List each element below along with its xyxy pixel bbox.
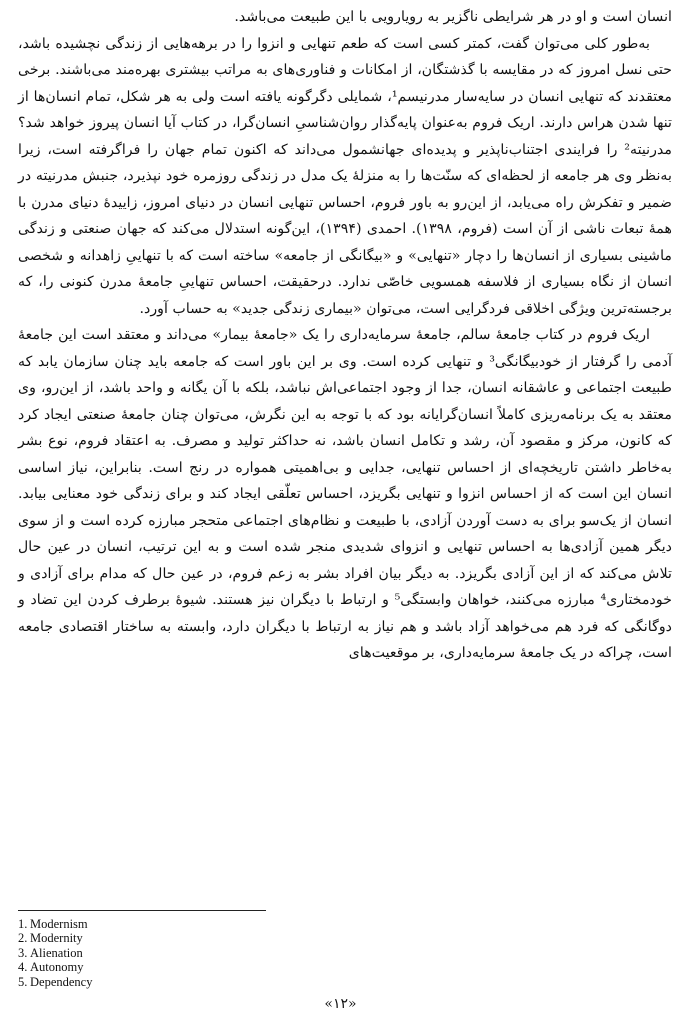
paragraph-1: انسان است و او در هر شرایطی ناگزیر به رویارویی با این طبیعت می‌باشد. <box>234 9 672 25</box>
footnote-5 <box>18 975 418 989</box>
footnote-2 <box>18 931 418 945</box>
paragraph-3: اریک فروم در کتاب جامعهٔ سالم، جامعهٔ سرمایه‌داری را یک «جامعهٔ بیمار» می‌داند و معتقد است این جامعهٔ آدمی را گرفتار از خودبیگانگی³ و تنهایی کرده است. وی بر این باور است که جامعه باید چنان سازمان یابد که طبیعت اجتماعی و عاشقانه انسان، جدا از وجود اجتماعی‌اش نباشد، بلکه با آن یگانه و واحد باشد، از این‌رو، وی معتقد به یک برنامه‌ریزی کاملاً انسان‌گرایانه بود که با توجه به این نگرش، می‌توان چنان جامعهٔ صنعتی ایجاد کرد که کانون، مرکز و مقصود آن، رشد و تکامل انسان باشد، نه حداکثر تولید و مصرف. به اعتقاد فروم، نوع بشر به‌خاطر داشتن تاریخچه‌ای از احساس تنهایی، جدایی و بی‌اهمیتی همواره در رنج است. بنابراین، نیاز اساسی انسان این است که از احساس انزوا و تنهایی بگریزد، احساس تعلّقی ایجاد کند و برای زندگی خود معنایی بیابد. انسان از یک‌سو برای به دست آوردن آزادی، با طبیعت و نظام‌های اجتماعی متحجر مبارزه کرده است و از سوی دیگر همین آزادی‌ها به احساس تنهایی و انزوای شدیدی منجر شده است و به این ترتیب، انسان در عین حال تلاش می‌کند که از این آزادی بگریزد. به دیگر بیان افراد بشر به زعم فروم، در عین حال که مدام برای آزادی و خودمختاری⁴ مبارزه می‌کنند، خواهان وابستگی⁵ و ارتباط با دیگران نیز هستند. شیوهٔ برطرف کردن این تضاد و دوگانگی که فرد هم می‌خواهد آزاد باشد و هم نیاز به ارتباط با دیگران دارد، وابسته به ساختار اقتصادی جامعه است، چراکه در یک جامعهٔ سرمایه‌داری، بر موقعیت‌های <box>18 327 672 661</box>
footnote-text: Alienation <box>30 945 83 960</box>
body-text <box>18 4 672 667</box>
footnote-3 <box>18 946 418 960</box>
footnote-text: Autonomy <box>30 960 84 975</box>
footnote-number: 5. <box>18 974 28 989</box>
footnote-number: 2. <box>18 931 28 946</box>
footnote-divider <box>18 910 266 911</box>
footnote-text: Modernism <box>30 917 88 931</box>
footnote-number: 1. <box>18 917 28 931</box>
page-number: «۱۲» <box>324 996 357 1012</box>
footnote-4 <box>18 960 418 974</box>
footnote-number: 4. <box>18 960 28 975</box>
footnote-number: 3. <box>18 945 28 960</box>
footnote-1 <box>18 917 418 931</box>
footnote-text: Modernity <box>30 931 83 946</box>
paragraph-2: به‌طور کلی می‌توان گفت، کمتر کسی است که طعم تنهایی و انزوا را در برهه‌هایی از زندگی نچشیده باشد، حتی نسل امروز که در مقایسه با گذشتگان، از امکانات و فناوری‌های به مراتب بیشتری بهره‌مند می‌باشند. برخی معتقدند که تنهایی انسان در سایه‌سار مدرنیسم¹، شمایلی دگرگونه یافته است ولی به هر شکل، تمام انسان‌ها از تنها شدن هراس دارند. اریک فروم به‌عنوان پایه‌گذار روان‌شناسیِ انسان‌گرا، در کتاب آیا انسان پیروز خواهد شد؟ مدرنیته² را فرایندی اجتناب‌ناپذیر و پدیده‌ای جهانشمول می‌داند که اکنون تمام جهان را فراگرفته است، زیرا به‌نظر وی هر جامعه از لحظه‌ای که سنّت‌ها را به منزلهٔ یک مدل در زندگی روزمره خود نپذیرد، جنبش مدرنیته در ضمیر و تفکرش راه می‌یابد، از این‌رو به باور فروم، احساس تنهایی انسان در دنیای امروز، زاییدهٔ دنیای مدرن با همهٔ تبعات ناشی از آن است (فروم، ۱۳۹۸). احمدی (۱۳۹۴)، این‌گونه استدلال می‌کند که جهان صنعتی و زندگی ماشینی بسیاری از انسان‌ها را دچار «تنهایی» و «بیگانگی از جامعه» ساخته است که با تنهاییِ زاهدانه و شخصی انسان از نگاه بسیاری از فلاسفه همسویی خاصّی ندارد. درحقیقت، احساس تنهاییِ جامعهٔ مدرن کنونی را، که برجسته‌ترین ویژگی اخلاقی فردگرایی است، می‌توان «بیماری زندگی جدید» به حساب آورد. <box>18 35 672 317</box>
footnotes <box>18 917 418 989</box>
footnote-text: Dependency <box>30 974 93 989</box>
